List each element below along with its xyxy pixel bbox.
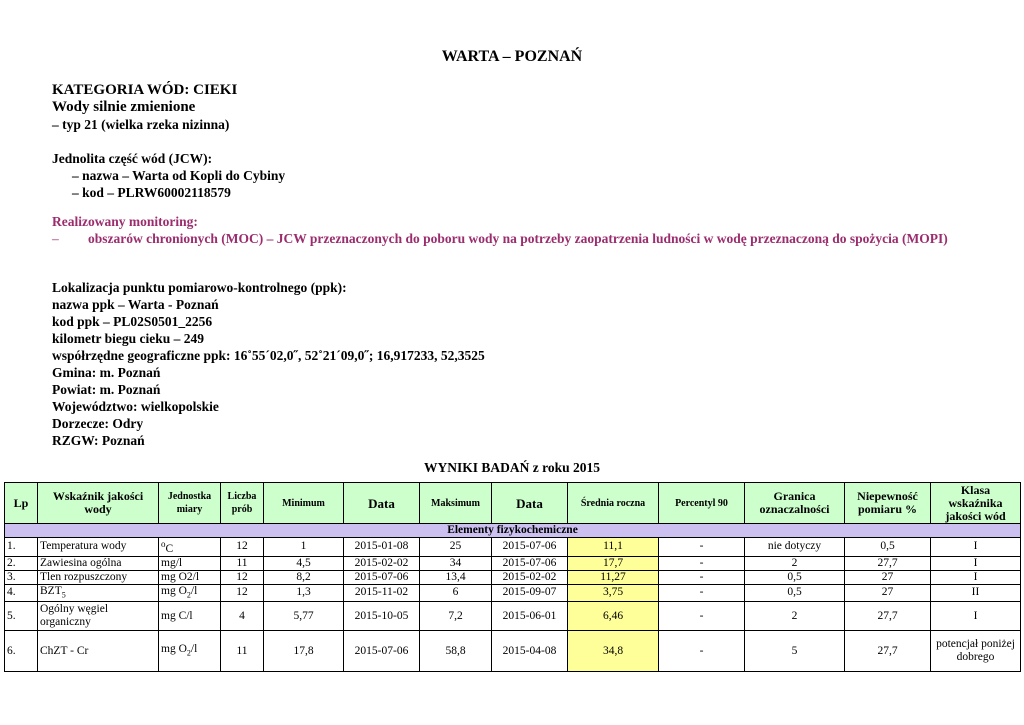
cell-loq: nie dotyczy [745,538,845,557]
cell-date1: 2015-07-06 [344,570,420,584]
cell-indicator: Tlen rozpuszczony [38,570,159,584]
cell-lp: 1. [5,538,38,557]
cell-indicator [38,584,159,601]
table-row [5,631,1021,672]
unit-tail: /l [190,642,198,655]
table-row [5,556,1021,570]
header-uncertainty: Niepewność pomiaru % [845,483,931,524]
cell-max: 7,2 [420,602,492,631]
unit-main: mg O [161,642,187,655]
header-samples: Liczba prób [221,483,264,524]
table-row [5,602,1021,631]
cell-uncertainty: 27,7 [845,556,931,570]
category-section [52,82,237,133]
table-row [5,570,1021,584]
cell-unit [159,631,221,672]
cell-date1: 2015-11-02 [344,584,420,601]
location-line: Dorzecze: Odry [52,416,144,431]
cell-mean: 6,46 [568,602,659,631]
cell-samples: 4 [221,602,264,631]
monitoring-heading: Realizowany monitoring: [52,214,198,229]
header-row [5,483,1021,524]
cell-loq: 2 [745,602,845,631]
cell-max: 34 [420,556,492,570]
cell-p90: - [659,602,745,631]
cell-unit [159,584,221,601]
cell-samples: 11 [221,556,264,570]
category-type: – typ 21 (wielka rzeka nizinna) [52,117,230,132]
header-loq: Granica oznaczalności [745,483,845,524]
header-class: Klasa wskaźnika jakości wód [931,483,1021,524]
cell-date1: 2015-01-08 [344,538,420,557]
cell-unit: mg O2/l [159,570,221,584]
cell-date1: 2015-02-02 [344,556,420,570]
cell-class: I [931,538,1021,557]
cell-mean: 34,8 [568,631,659,672]
cell-indicator: Zawiesina ogólna [38,556,159,570]
cell-unit: mg/l [159,556,221,570]
header-unit: Jednostka miary [159,483,221,524]
unit-tail: /l [190,584,198,597]
header-min: Minimum [264,483,344,524]
cell-min: 5,77 [264,602,344,631]
cell-unit: mg C/l [159,602,221,631]
cell-class: I [931,556,1021,570]
cell-samples: 12 [221,584,264,601]
cell-max: 6 [420,584,492,601]
header-p90: Percentyl 90 [659,483,745,524]
cell-uncertainty: 27,7 [845,602,931,631]
cell-loq: 5 [745,631,845,672]
cell-max: 58,8 [420,631,492,672]
indicator-text: BZT [40,584,62,597]
cell-mean: 11,27 [568,570,659,584]
monitoring-text: obszarów chronionych (MOC) – JCW przeznaczonych do poboru wody na potrzeby zaopatrzenia ludności w wodę przeznaczoną do spożycia (MOPI) [88,231,948,246]
cell-unit [159,538,221,557]
cell-uncertainty: 0,5 [845,538,931,557]
cell-uncertainty: 27,7 [845,631,931,672]
cell-date2: 2015-06-01 [492,602,568,631]
cell-p90: - [659,631,745,672]
unit-subscript: 2 [186,648,191,658]
results-title: WYNIKI BADAŃ z roku 2015 [423,460,600,475]
header-lp: Lp [5,483,38,524]
jcw-code: – kod – PLRW60002118579 [72,185,231,200]
cell-lp: 6. [5,631,38,672]
cell-date2: 2015-02-02 [492,570,568,584]
cell-loq: 2 [745,556,845,570]
location-line: RZGW: Poznań [52,433,145,448]
location-line: Gmina: m. Poznań [52,365,161,380]
cell-mean: 11,1 [568,538,659,557]
unit-degree: o [161,539,166,549]
results-table [4,482,1021,672]
cell-mean: 3,75 [568,584,659,601]
header-date1: Data [344,483,420,524]
location-section [52,279,485,449]
category-heading: KATEGORIA WÓD: CIEKI [52,82,238,98]
location-heading: Lokalizacja punktu pomiarowo-kontrolnego (ppk): [52,280,347,295]
cell-date2: 2015-07-06 [492,538,568,557]
cell-class: potencjał poniżej dobrego [931,631,1021,672]
cell-p90: - [659,584,745,601]
unit-celsius: C [165,542,174,555]
cell-max: 25 [420,538,492,557]
cell-class: I [931,570,1021,584]
cell-min: 1 [264,538,344,557]
cell-date1: 2015-07-06 [344,631,420,672]
cell-mean: 17,7 [568,556,659,570]
cell-samples: 12 [221,570,264,584]
cell-max: 13,4 [420,570,492,584]
unit-main: mg O [161,584,187,597]
cell-date2: 2015-09-07 [492,584,568,601]
cell-min: 4,5 [264,556,344,570]
location-line: Powiat: m. Poznań [52,382,161,397]
cell-p90: - [659,570,745,584]
indicator-subscript: 5 [61,590,66,600]
cell-lp: 5. [5,602,38,631]
document-title: WARTA – POZNAŃ [441,48,583,65]
cell-loq: 0,5 [745,584,845,601]
cell-lp: 2. [5,556,38,570]
header-date2: Data [492,483,568,524]
cell-lp: 3. [5,570,38,584]
group-row [5,524,1021,538]
cell-class: II [931,584,1021,601]
monitoring-section [52,213,968,247]
cell-indicator: Temperatura wody [38,538,159,557]
unit-subscript: 2 [186,590,191,600]
header-mean: Średnia roczna [568,483,659,524]
cell-min: 8,2 [264,570,344,584]
cell-date1: 2015-10-05 [344,602,420,631]
cell-min: 1,3 [264,584,344,601]
cell-loq: 0,5 [745,570,845,584]
jcw-heading: Jednolita część wód (JCW): [52,151,213,166]
cell-min: 17,8 [264,631,344,672]
table-row [5,538,1021,557]
location-line: kilometr biegu cieku – 249 [52,331,205,346]
cell-uncertainty: 27 [845,570,931,584]
cell-samples: 12 [221,538,264,557]
location-line: nazwa ppk – Warta - Poznań [52,297,219,312]
monitoring-item [52,230,968,247]
header-indicator: Wskaźnik jakości wody [38,483,159,524]
location-line: kod ppk – PL02S0501_2256 [52,314,213,329]
cell-date2: 2015-04-08 [492,631,568,672]
location-line: współrzędne geograficzne ppk: 16˚55´02,0˝, 52˚21´09,0˝; 16,917233, 52,3525 [52,348,485,363]
jcw-section [52,150,285,201]
cell-date2: 2015-07-06 [492,556,568,570]
group-label: Elementy fizykochemiczne [5,524,1021,538]
cell-p90: - [659,538,745,557]
location-line: Województwo: wielkopolskie [52,399,219,414]
cell-class: I [931,602,1021,631]
cell-samples: 11 [221,631,264,672]
cell-indicator: ChZT - Cr [38,631,159,672]
cell-indicator: Ogólny węgiel organiczny [38,602,159,631]
header-max: Maksimum [420,483,492,524]
monitoring-dash: – [52,231,59,246]
cell-p90: - [659,556,745,570]
jcw-name: – nazwa – Warta od Kopli do Cybiny [72,168,286,183]
cell-lp: 4. [5,584,38,601]
cell-uncertainty: 27 [845,584,931,601]
table-row [5,584,1021,601]
category-subheading: Wody silnie zmienione [52,99,196,115]
